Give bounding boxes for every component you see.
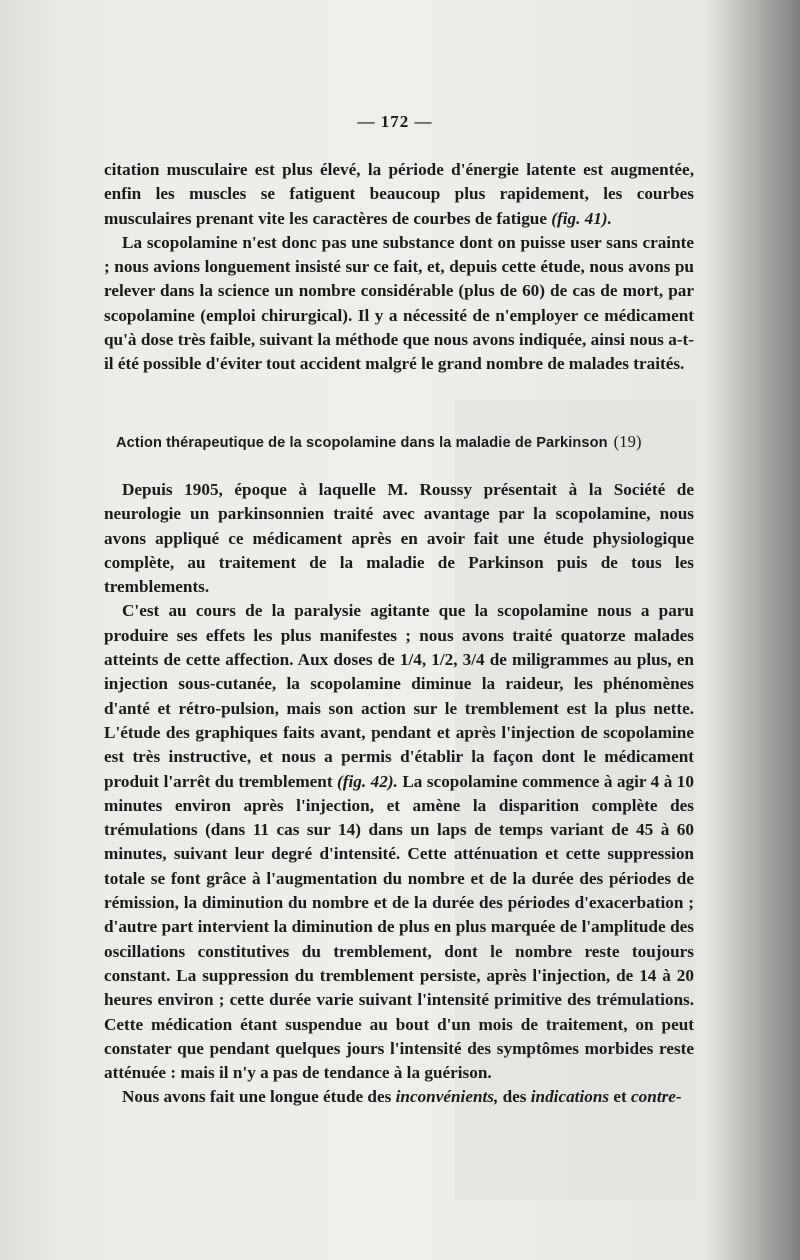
section-heading-number: (19) — [613, 432, 642, 451]
paragraph: La scopolamine n'est donc pas une substance dont on puisse user sans crainte ; nous avions longuement insisté sur ce fait, et, depuis cette étude, nous avons pu relever dans la science un nombre considérable (plus de 60) de cas de mort, par scopolamine (emploi chirurgical). Il y a nécessité de n'employer ce médicament qu'à dose très faible, suivant la méthode que nous avons indiquée, ainsi nous a-t-il été possible d'éviter tout accident malgré le grand nombre de malades traités. — [104, 232, 694, 374]
body-text-top — [104, 158, 694, 377]
paragraph: C'est au cours de la paralysie agitante que la scopolamine nous a paru produire ses effets les plus manifestes ; nous avons traité quatorze malades atteints de cette affection. Aux doses de 1/4, 1/2, 3/4 de miligrammes au plus, en injection sous-cutanée, la scopolamine diminue la raideur, les phénomènes d'anté et rétro-pulsion, mais son action sur le tremblement est la plus nette. L'étude des graphiques faits avant, pendant et après l'injection de scopolamine est très instructive, et nous a permis d'établir la façon dont le médicament produit l'arrêt du tremblement (fig. 42). La scopolamine commence à agir 4 à 10 minutes environ après l'injection, et amène la disparition complète des trémulations (dans 11 cas sur 14) dans un laps de temps variant de 45 à 60 minutes, suivant leur degré d'intensité. Cette atténuation et cette suppression totale se font grâce à l'augmentation du nombre et de la durée des périodes de rémission, la diminution du nombre et de la durée des périodes d'exacerbation ; d'autre part intervient la diminution de plus en plus marquée de l'amplitude des oscillations constitutives du tremblement, dont le nombre reste toujours constant. La suppression du tremblement persiste, après l'injection, de 14 à 20 heures environ ; cette durée varie suivant l'intensité primitive des trémulations. Cette médication étant suspendue au bout d'un mois de traitement, on peut constater que pendant quelques jours l'intensité des symptômes morbides reste atténuée : mais il n'y a pas de tendance à la guérison. — [104, 601, 694, 1083]
paragraph: citation musculaire est plus élevé, la période d'énergie latente est augmentée, enfin les muscles se fatiguent beaucoup plus rapidement, les courbes musculaires prenant vite les caractères de courbes de fatigue (fig. 41). — [104, 160, 694, 228]
section-heading — [116, 432, 696, 452]
page-number: — 172 — — [357, 112, 433, 131]
section-heading-title: Action thérapeutique de la scopolamine dans la maladie de Parkinson — [116, 435, 608, 451]
body-text-bottom — [104, 478, 694, 1110]
paragraph: Depuis 1905, époque à laquelle M. Roussy présentait à la Société de neurologie un parkinsonnien traité avec avantage par la scopolamine, nous avons appliqué ce médicament après en avoir fait une étude physiologique complète, au traitement de la maladie de Parkinson puis de tous les tremblements. — [104, 480, 694, 597]
paragraph: Nous avons fait une longue étude des inconvénients, des indications et contre- — [122, 1087, 682, 1107]
